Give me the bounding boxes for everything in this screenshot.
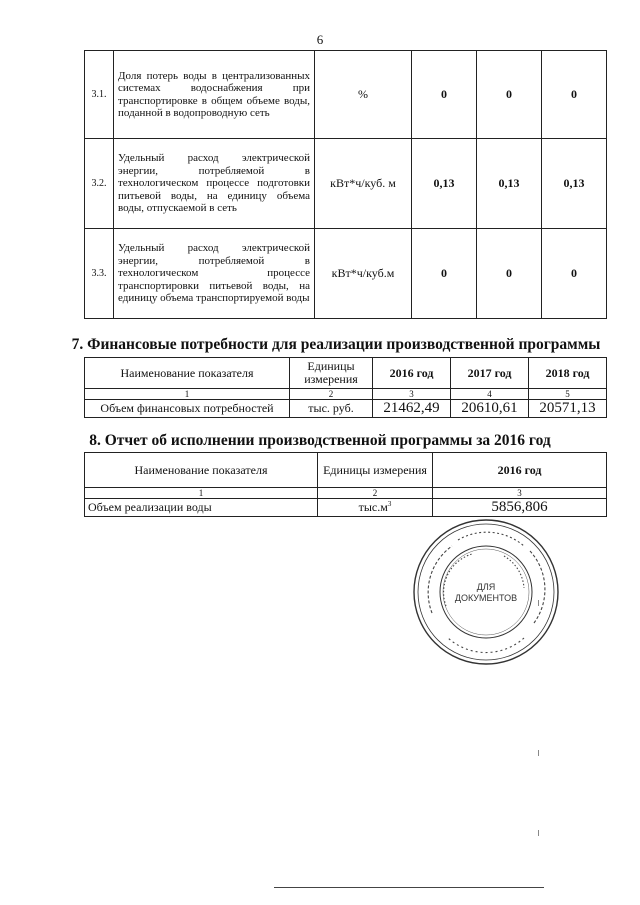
stamp-center-text: ДОКУМЕНТОВ <box>454 593 518 603</box>
column-index: 3 <box>433 488 607 499</box>
header-2018: 2018 год <box>529 358 607 389</box>
indicator-unit: кВт*ч/куб.м <box>315 229 412 319</box>
section-7-title: 7. Финансовые потребности для реализации производственной программы <box>71 336 601 353</box>
column-index: 2 <box>318 488 433 499</box>
header-unit: Единицы измерения <box>318 453 433 488</box>
row-name: Объем реализации воды <box>85 499 318 517</box>
scan-mark <box>538 600 539 606</box>
row-unit-sup: 3 <box>387 500 392 508</box>
indicator-name: Удельный расход электрической энергии, потребляемой в технологическом процессе транспортировки питьевой воды, на единицу объема транспортируемой воды <box>114 229 315 319</box>
row-number: 3.3. <box>85 229 114 319</box>
page-number: 6 <box>316 32 324 47</box>
row-unit <box>318 499 433 517</box>
value-2018: 0,13 <box>542 139 607 229</box>
column-index-row <box>85 389 607 400</box>
value-2016: 0 <box>412 229 477 319</box>
table-header-row <box>85 358 607 389</box>
value-2016: 0 <box>412 51 477 139</box>
value-2017: 20610,61 <box>451 400 529 418</box>
table-row <box>85 499 607 517</box>
column-index: 2 <box>290 389 373 400</box>
footer-line <box>274 887 544 888</box>
table-header-row <box>85 453 607 488</box>
program-report-table <box>84 452 607 517</box>
value-2018: 0 <box>542 51 607 139</box>
table-row <box>85 400 607 418</box>
section-8-title: 8. Отчет об исполнении производственной программы за 2016 год <box>89 432 551 449</box>
column-index: 5 <box>529 389 607 400</box>
financial-needs-table <box>84 357 607 418</box>
indicator-name: Удельный расход электрической энергии, потребляемой в технологическом процессе подготовки питьевой воды, на единицу объема воды, отпускаемой в сеть <box>114 139 315 229</box>
indicators-table <box>84 50 607 319</box>
indicator-name: Доля потерь воды в централизованных системах водоснабжения при транспортировке в общем объеме воды, поданной в водопроводную сеть <box>114 51 315 139</box>
scan-mark <box>538 750 539 756</box>
column-index: 4 <box>451 389 529 400</box>
column-index: 1 <box>85 488 318 499</box>
indicator-unit: кВт*ч/куб. м <box>315 139 412 229</box>
value-2018: 20571,13 <box>529 400 607 418</box>
header-name: Наименование показателя <box>85 358 290 389</box>
row-unit: тыс. руб. <box>290 400 373 418</box>
header-2016: 2016 год <box>433 453 607 488</box>
row-unit-text: тыс.м <box>358 500 388 514</box>
column-index: 3 <box>373 389 451 400</box>
column-index: 1 <box>85 389 290 400</box>
indicator-unit: % <box>315 51 412 139</box>
value-2016: 5856,806 <box>433 499 607 517</box>
value-2016: 0,13 <box>412 139 477 229</box>
value-2018: 0 <box>542 229 607 319</box>
header-2017: 2017 год <box>451 358 529 389</box>
table-row <box>85 51 607 139</box>
value-2016: 21462,49 <box>373 400 451 418</box>
value-2017: 0 <box>477 51 542 139</box>
scan-mark <box>538 830 539 836</box>
value-2017: 0 <box>477 229 542 319</box>
row-number: 3.2. <box>85 139 114 229</box>
header-unit: Единицы измерения <box>290 358 373 389</box>
header-2016: 2016 год <box>373 358 451 389</box>
row-number: 3.1. <box>85 51 114 139</box>
table-row <box>85 139 607 229</box>
table-row <box>85 229 607 319</box>
stamp-center-text: ДЛЯ <box>476 582 496 592</box>
value-2017: 0,13 <box>477 139 542 229</box>
column-index-row <box>85 488 607 499</box>
header-name: Наименование показателя <box>85 453 318 488</box>
row-name: Объем финансовых потребностей <box>85 400 290 418</box>
official-stamp <box>412 518 560 666</box>
